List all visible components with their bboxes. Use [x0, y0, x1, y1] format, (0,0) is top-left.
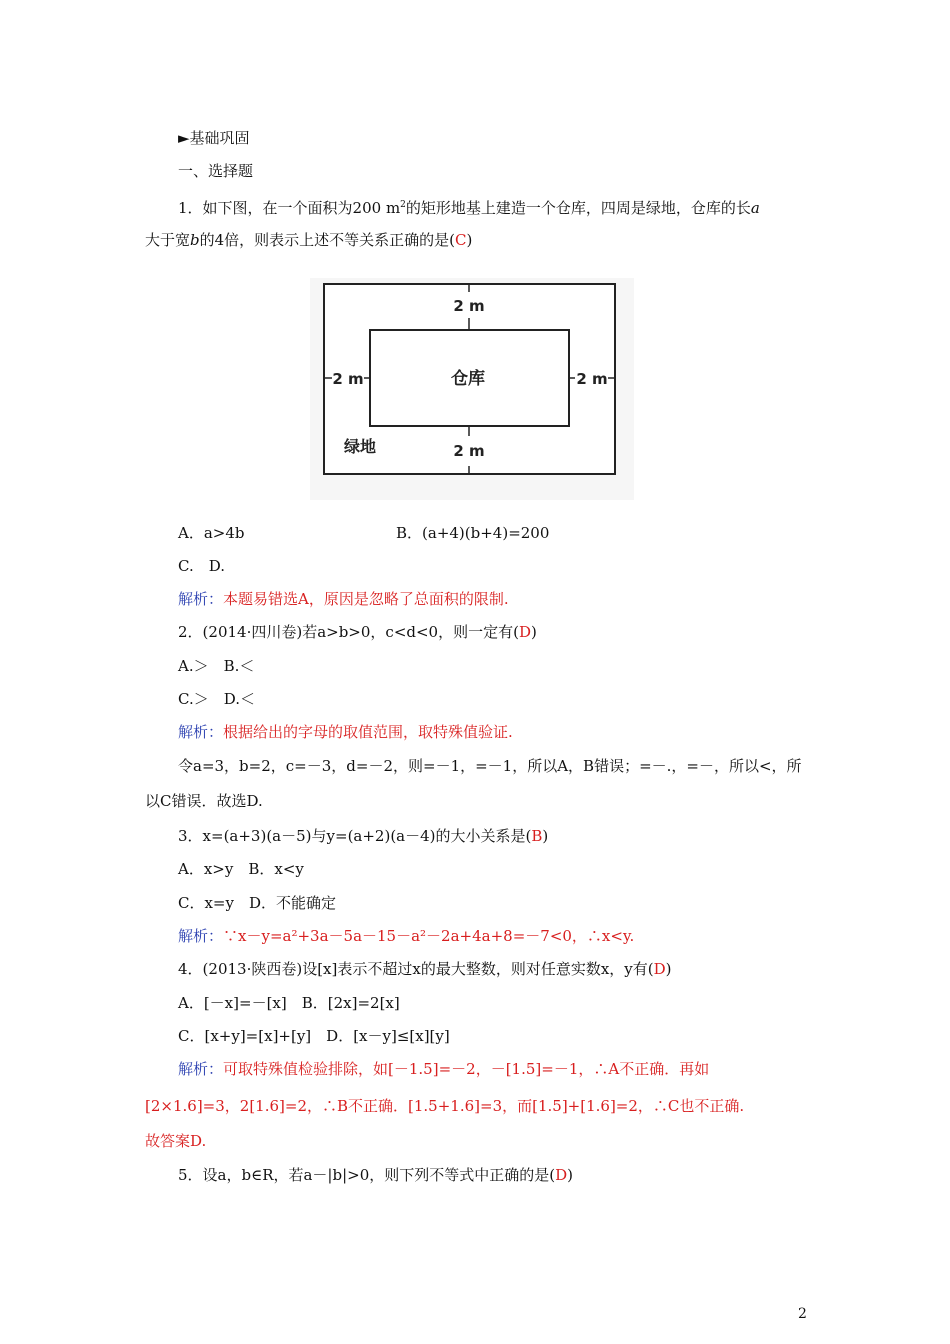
q1-stem-line1: 1．如下图，在一个面积为200 $m^2$的矩形地基上建造一个仓库，四周是绿地，仓库的长a — [178, 199, 760, 217]
q2-detail-line2: 以C错误．故选D. — [145, 792, 263, 810]
q3-stem: 3．x=(a+3)(a－5)与y=(a+2)(a－4)的大小关系是(B) — [178, 827, 549, 845]
q1-explanation: 解析：本题易错选A，原因是忽略了总面积的限制. — [178, 590, 509, 608]
q5-answer: D — [555, 1166, 568, 1184]
q4-explanation-line3: 故答案D. — [145, 1132, 207, 1150]
q5-stem: 5．设a，b∈R，若a－|b|>0，则下列不等式中正确的是(D) — [178, 1166, 573, 1184]
q1-option-cd: C. D. — [178, 557, 225, 575]
left-gap-label: 2 m — [332, 370, 364, 388]
q4-answer: D — [653, 960, 666, 978]
q3-answer: B — [531, 827, 543, 845]
q3-explanation: 解析：∵x－y=a²+3a－5a－15－a²－2a+4a+8=－7<0，∴x<y. — [178, 927, 635, 945]
q3-options-cd: C．x=y D．不能确定 — [178, 894, 337, 912]
q3-options-ab: A．x>y B．x<y — [178, 860, 304, 878]
q1-option-b: B．(a+4)(b+4)=200 — [396, 524, 550, 542]
right-gap-label: 2 m — [576, 370, 608, 388]
q2-explanation: 解析：根据给出的字母的取值范围，取特殊值验证. — [178, 723, 513, 741]
q4-stem: 4．(2013·陕西卷)设[x]表示不超过x的最大整数，则对任意实数x，y有(D) — [178, 960, 672, 978]
q1-answer: C — [455, 231, 467, 249]
q4-explanation-line2: [2×1.6]=3，2[1.6]=2，∴B不正确．[1.5+1.6]=3，而[1.5]+[1.6]=2，∴C也不正确. — [145, 1097, 745, 1115]
section-subheading: 一、选择题 — [178, 162, 254, 180]
q1-option-a: A．a>4b — [178, 524, 245, 542]
q4-options-cd: C．[x+y]=[x]+[y] D．[x－y]≤[x][y] — [178, 1027, 450, 1045]
warehouse-figure — [310, 278, 634, 500]
bottom-gap-label: 2 m — [453, 442, 485, 460]
greenland-label: 绿地 — [343, 437, 377, 456]
top-gap-label: 2 m — [453, 297, 485, 315]
q2-options-cd: C.＞ D.＜ — [178, 690, 255, 708]
section-heading: ►基础巩固 — [178, 129, 250, 147]
q2-options-ab: A.＞ B.＜ — [178, 657, 255, 675]
q4-options-ab: A．[－x]=－[x] B．[2x]=2[x] — [178, 994, 400, 1012]
page-number: 2 — [798, 1306, 807, 1322]
q2-detail-line1: 令a=3，b=2，c=－3，d=－2，则=－1，=－1，所以A，B错误；=－.，=－，所以<，所 — [178, 757, 802, 775]
q1-stem-line2: 大于宽b的4倍，则表示上述不等关系正确的是(C) — [145, 231, 473, 249]
q4-explanation-line1: 解析：可取特殊值检验排除，如[－1.5]=－2，－[1.5]=－1，∴A不正确．再如 — [178, 1060, 710, 1078]
q2-answer: D — [518, 623, 531, 641]
q2-stem: 2．(2014·四川卷)若a>b>0，c<d<0，则一定有(D) — [178, 623, 537, 641]
warehouse-label: 仓库 — [451, 369, 485, 389]
